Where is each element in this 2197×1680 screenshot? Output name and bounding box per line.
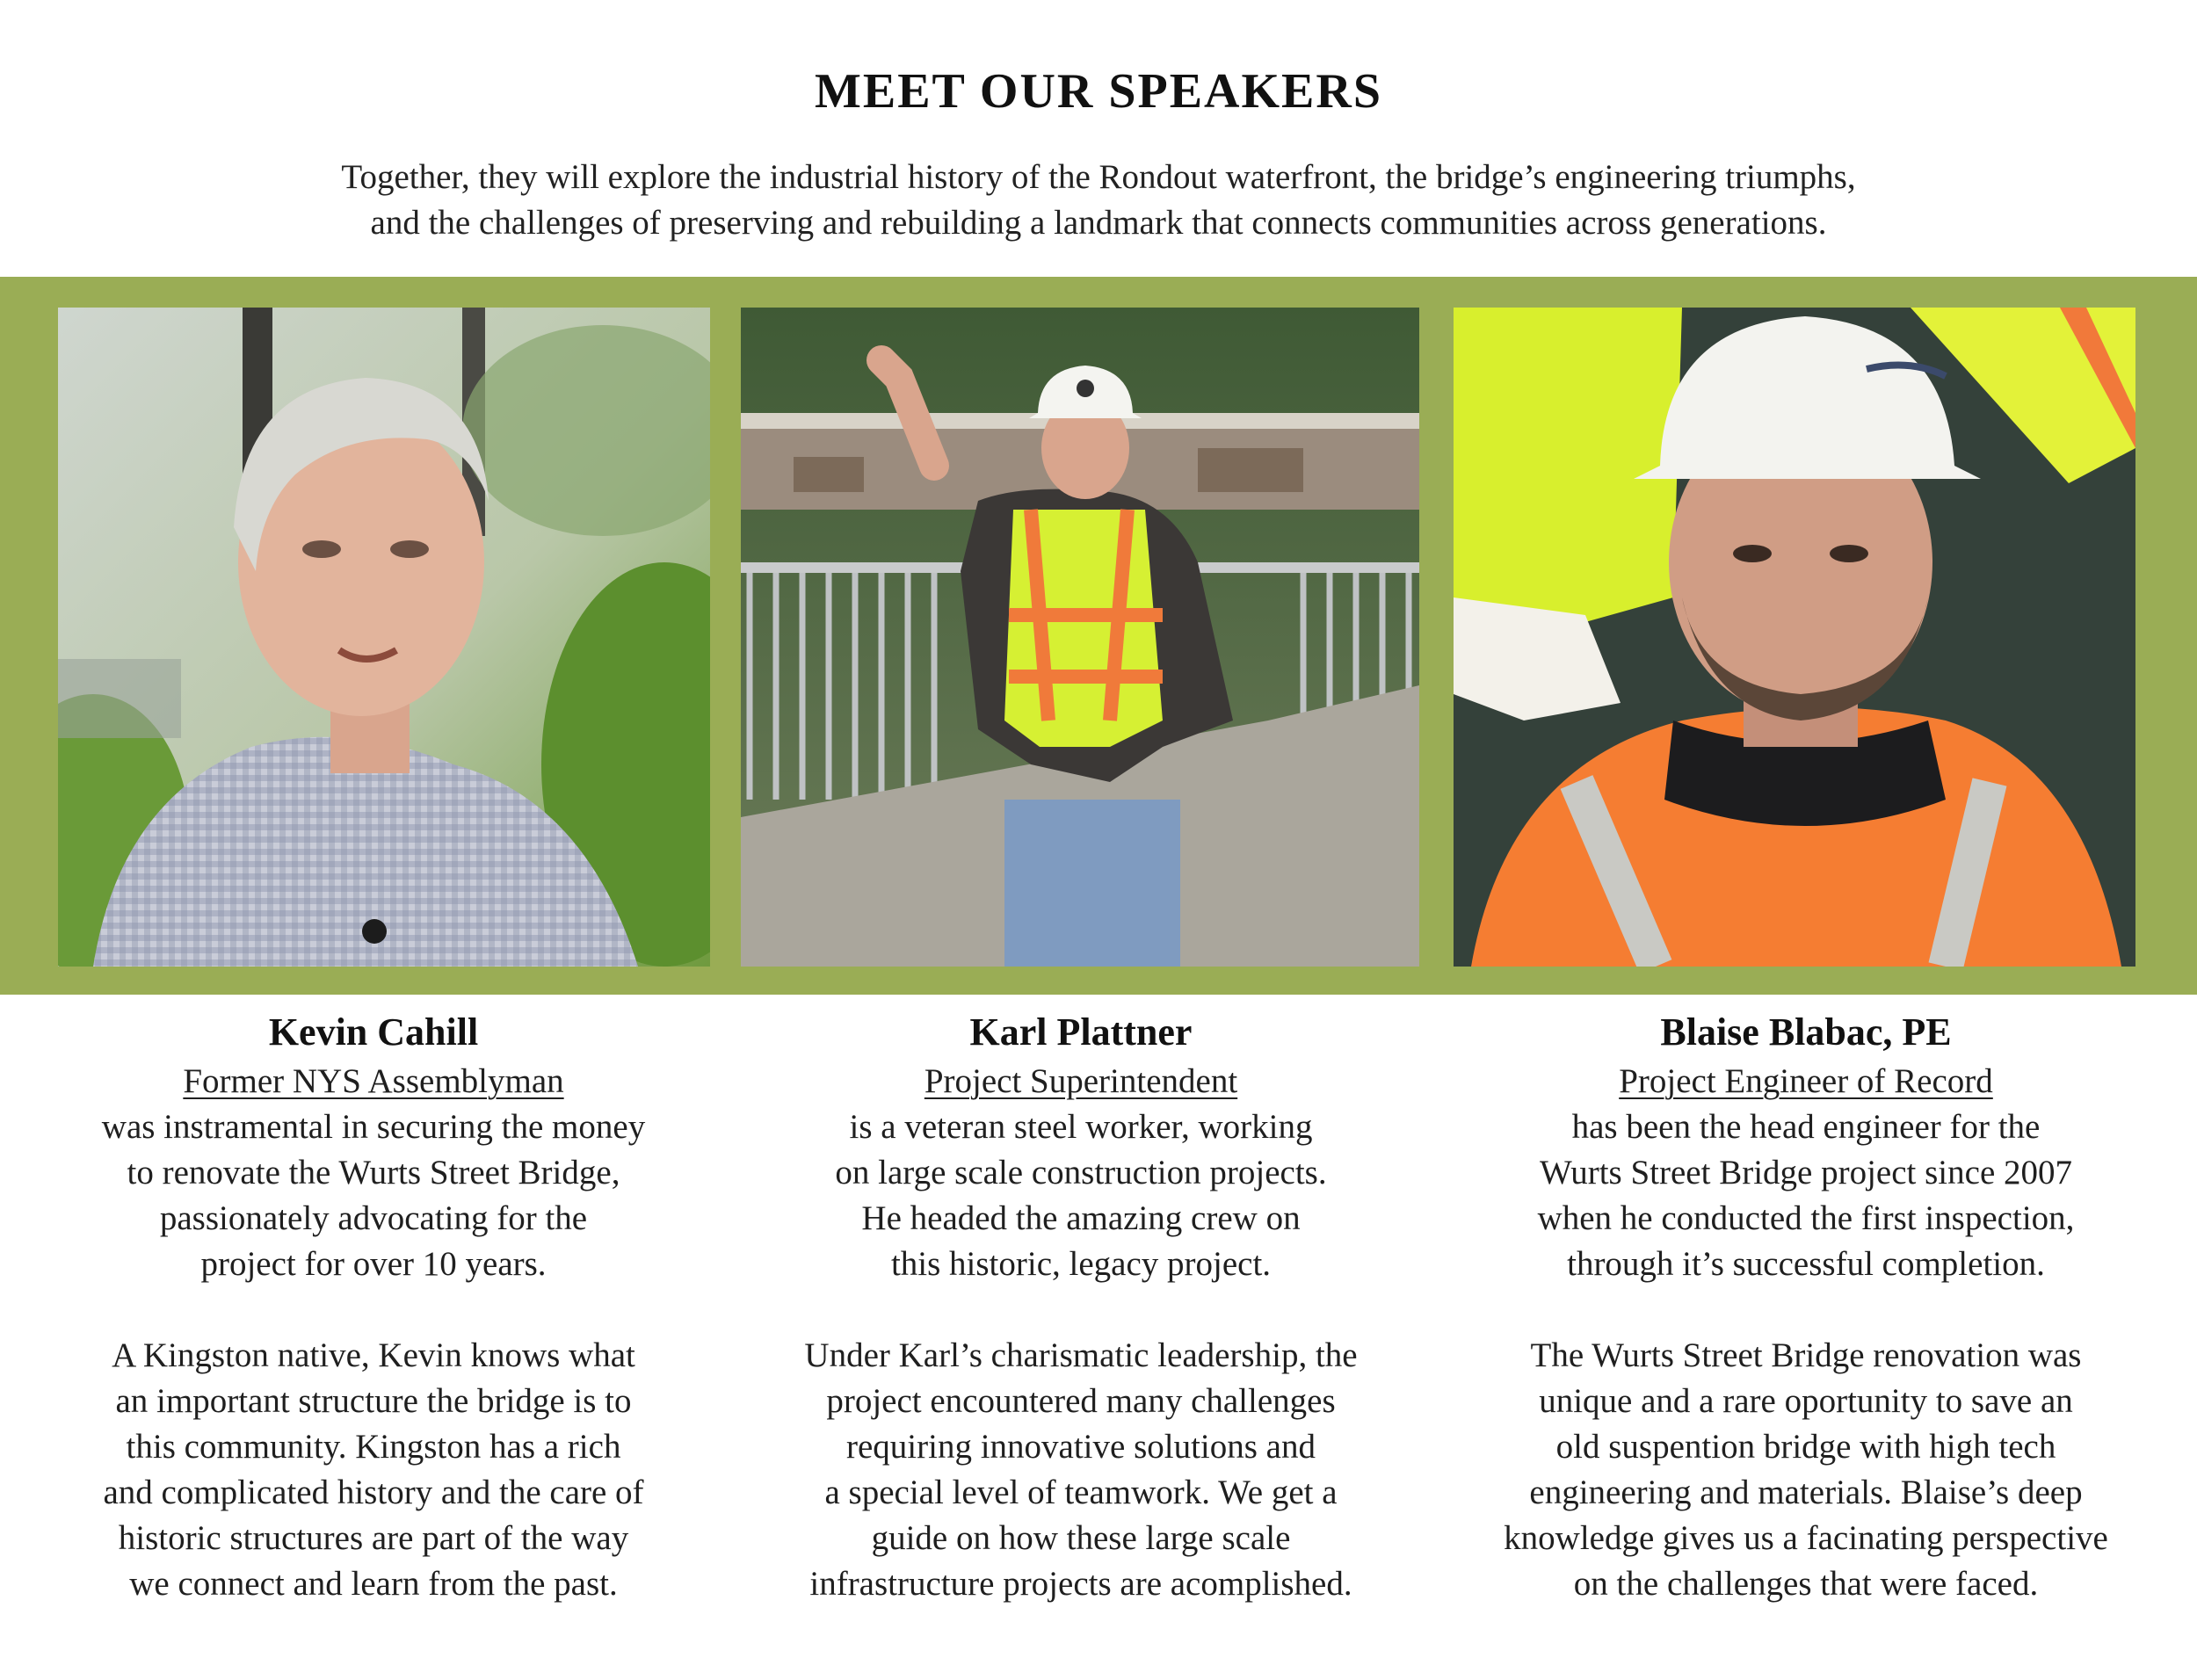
speaker-name: Kevin Cahill [268,1010,479,1054]
intro-line: and the challenges of preserving and rebuilding a landmark that connects communities across generations. [370,204,1827,242]
bio-line: engineering and materials. Blaise’s deep [1529,1474,2083,1511]
bio-line: requiring innovative solutions and [845,1428,1316,1466]
bio-line: Wurts Street Bridge project since 2007 [1539,1154,2073,1191]
speaker-card-blaise-blabac [1472,1006,2140,1607]
page-title: MEET OUR SPEAKERS [815,64,1382,119]
bio-line: was instramental in securing the money [101,1108,646,1146]
bio-line: historic structures are part of the way [118,1519,629,1557]
bio-line: project for over 10 years. [200,1245,547,1283]
speaker-card-kevin-cahill [40,1006,707,1607]
bio-line: infrastructure projects are acomplished. [809,1565,1352,1603]
bio-line: Under Karl’s charismatic leadership, the [804,1336,1358,1374]
bio-line: A Kingston native, Kevin knows what [112,1336,635,1374]
paragraph-gap [40,1287,707,1333]
bio-line: The Wurts Street Bridge renovation was [1530,1336,2082,1374]
speaker-photo-karl-plattner [741,308,1419,967]
intro-text [132,155,2065,246]
bio-line: on the challenges that were faced. [1573,1565,2039,1603]
speaker-photo-kevin-cahill [58,308,710,967]
bio-line: this historic, legacy project. [890,1245,1272,1283]
bio-line: a special level of teamwork. We get a [824,1474,1338,1511]
bio-line: project encountered many challenges [826,1382,1336,1420]
bio-line: is a veteran steel worker, working [849,1108,1313,1146]
bio-line: we connect and learn from the past. [129,1565,618,1603]
bio-line: guide on how these large scale [871,1519,1291,1557]
bio-line: has been the head engineer for the [1571,1108,2041,1146]
bio-line: knowledge gives us a facinating perspective [1504,1519,2108,1557]
speaker-name: Karl Plattner [969,1010,1193,1054]
bio-line: unique and a rare oportunity to save an [1539,1382,2073,1420]
bio-line: old suspention bridge with high tech [1555,1428,2056,1466]
bio-line: He headed the amazing crew on [861,1199,1301,1237]
bio-line: an important structure the bridge is to [115,1382,632,1420]
bio-line: and complicated history and the care of [103,1474,644,1511]
bio-line: on large scale construction projects. [835,1154,1327,1191]
speaker-role: Former NYS Assemblyman [183,1062,564,1100]
bio-line: passionately advocating for the [159,1199,588,1237]
speaker-name: Blaise Blabac, PE [1660,1010,1952,1054]
bio-line: when he conducted the first inspection, [1537,1199,2075,1237]
speaker-photo-blaise-blabac [1454,308,2135,967]
speaker-role: Project Engineer of Record [1619,1062,1993,1100]
intro-line: Together, they will explore the industrial history of the Rondout waterfront, the bridge’s engineering triumphs, [341,158,1856,196]
paragraph-gap [747,1287,1415,1333]
speaker-role: Project Superintendent [924,1062,1238,1100]
bio-line: this community. Kingston has a rich [126,1428,621,1466]
bio-line: to renovate the Wurts Street Bridge, [127,1154,620,1191]
speaker-card-karl-plattner [747,1006,1415,1607]
paragraph-gap [1472,1287,2140,1333]
bio-line: through it’s successful completion. [1567,1245,2045,1283]
